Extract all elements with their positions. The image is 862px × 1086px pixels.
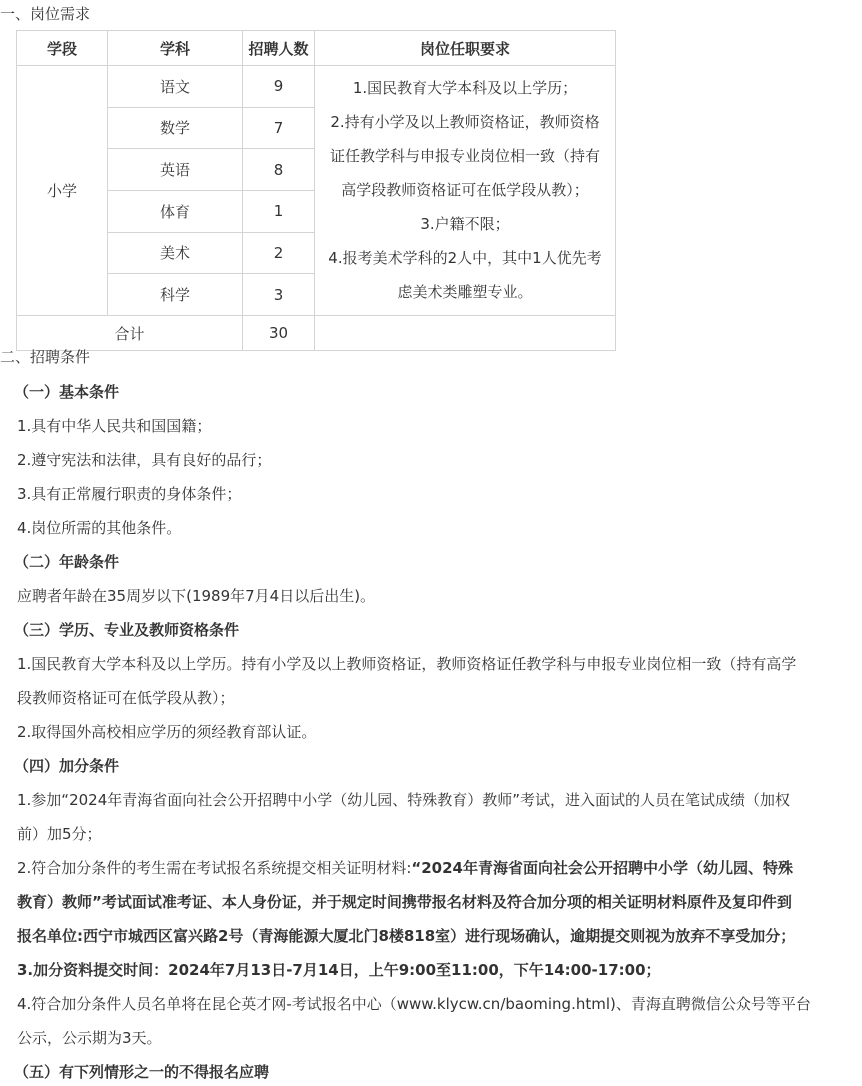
section-title-requirements: 一、岗位需求 (0, 5, 91, 23)
age-text: 应聘者年龄在35周岁以下(1989年7月4日以后出生)。 (17, 587, 376, 605)
count-cell: 2 (243, 232, 315, 274)
header-count: 招聘人数 (243, 31, 315, 66)
table-row (17, 66, 616, 108)
section-title-conditions: 二、招聘条件 (0, 348, 91, 366)
total-count: 30 (243, 316, 315, 351)
table-total-row (17, 316, 616, 351)
header-subject: 学科 (108, 31, 243, 66)
header-stage: 学段 (17, 31, 108, 66)
count-cell: 1 (243, 190, 315, 232)
requirement-line: 1.国民教育大学本科及以上学历； (352, 79, 578, 97)
table-header-row (17, 31, 616, 66)
count-cell: 9 (243, 66, 315, 108)
basic-item-3: 3.具有正常履行职责的身体条件； (17, 485, 242, 503)
basic-item-4: 4.岗位所需的其他条件。 (17, 519, 182, 537)
subject-cell: 英语 (108, 149, 243, 191)
count-cell: 7 (243, 107, 315, 149)
count-cell: 3 (243, 274, 315, 316)
requirements-cell (315, 66, 616, 316)
position-table (16, 30, 616, 351)
heading-basic-conditions: （一）基本条件 (14, 383, 120, 401)
requirement-line: 证任教学科与申报专业岗位相一致（持有 (329, 147, 600, 165)
header-requirements: 岗位任职要求 (315, 31, 616, 66)
bonus-p1-line-2: 前）加5分； (17, 825, 102, 843)
bonus-p1-line-1: 1.参加“2024年青海省面向社会公开招聘中小学（幼儿园、特殊教育）教师”考试，进入面试的人员在笔试成绩（加权 (17, 791, 791, 809)
requirement-line: 3.户籍不限； (420, 215, 510, 233)
basic-item-2: 2.遵守宪法和法律，具有良好的品行； (17, 451, 272, 469)
heading-exclusion-conditions: （五）有下列情形之一的不得报名应聘 (14, 1063, 270, 1081)
education-line-1: 1.国民教育大学本科及以上学历。持有小学及以上教师资格证，教师资格证任教学科与申报专业岗位相一致（持有高学 (17, 655, 797, 673)
bonus-p4-line-2: 公示，公示期为3天。 (17, 1029, 162, 1047)
bonus-p4-line-1: 4.符合加分条件人员名单将在昆仑英才网-考试报名中心（www.klycw.cn/baoming.html)、青海直聘微信公众号等平台 (17, 995, 811, 1013)
requirement-line: 2.持有小学及以上教师资格证，教师资格 (330, 113, 600, 131)
subject-cell: 美术 (108, 232, 243, 274)
requirement-line: 4.报考美术学科的2人中，其中1人优先考 (328, 249, 602, 267)
subject-cell: 科学 (108, 274, 243, 316)
education-line-2: 段教师资格证可在低学段从教）； (17, 689, 235, 707)
education-line-3: 2.取得国外高校相应学历的须经教育部认证。 (17, 723, 317, 741)
requirement-line: 虑美术类雕塑专业。 (397, 283, 533, 301)
count-cell: 8 (243, 149, 315, 191)
total-empty-cell (315, 316, 616, 351)
requirement-line: 高学段教师资格证可在低学段从教）； (341, 181, 589, 199)
bonus-p2-line-1 (17, 857, 852, 878)
bonus-p2-line-2: 教育）教师”考试面试准考证、本人身份证，并于规定时间携带报名材料及符合加分项的相关证明材料原件及复印件到 (17, 893, 792, 911)
subject-cell: 语文 (108, 66, 243, 108)
heading-age-conditions: （二）年龄条件 (14, 553, 120, 571)
stage-cell: 小学 (17, 66, 108, 316)
bonus-p2-bold: “2024年青海省面向社会公开招聘中小学（幼儿园、特殊 (411, 859, 793, 877)
basic-item-1: 1.具有中华人民共和国国籍； (17, 417, 212, 435)
heading-bonus-conditions: （四）加分条件 (14, 757, 120, 775)
subject-cell: 数学 (108, 107, 243, 149)
heading-education-conditions: （三）学历、专业及教师资格条件 (14, 621, 240, 639)
bonus-p3: 3.加分资料提交时间：2024年7月13日-7月14日，上午9:00至11:00，下午14:00-17:00； (17, 961, 661, 979)
subject-cell: 体育 (108, 190, 243, 232)
bonus-p2-plain: 2.符合加分条件的考生需在考试报名系统提交相关证明材料: (17, 859, 412, 877)
total-label: 合计 (17, 316, 243, 351)
bonus-p2-line-3: 报名单位:西宁市城西区富兴路2号（青海能源大厦北门8楼818室）进行现场确认，逾期提交则视为放弃不享受加分； (17, 927, 796, 945)
